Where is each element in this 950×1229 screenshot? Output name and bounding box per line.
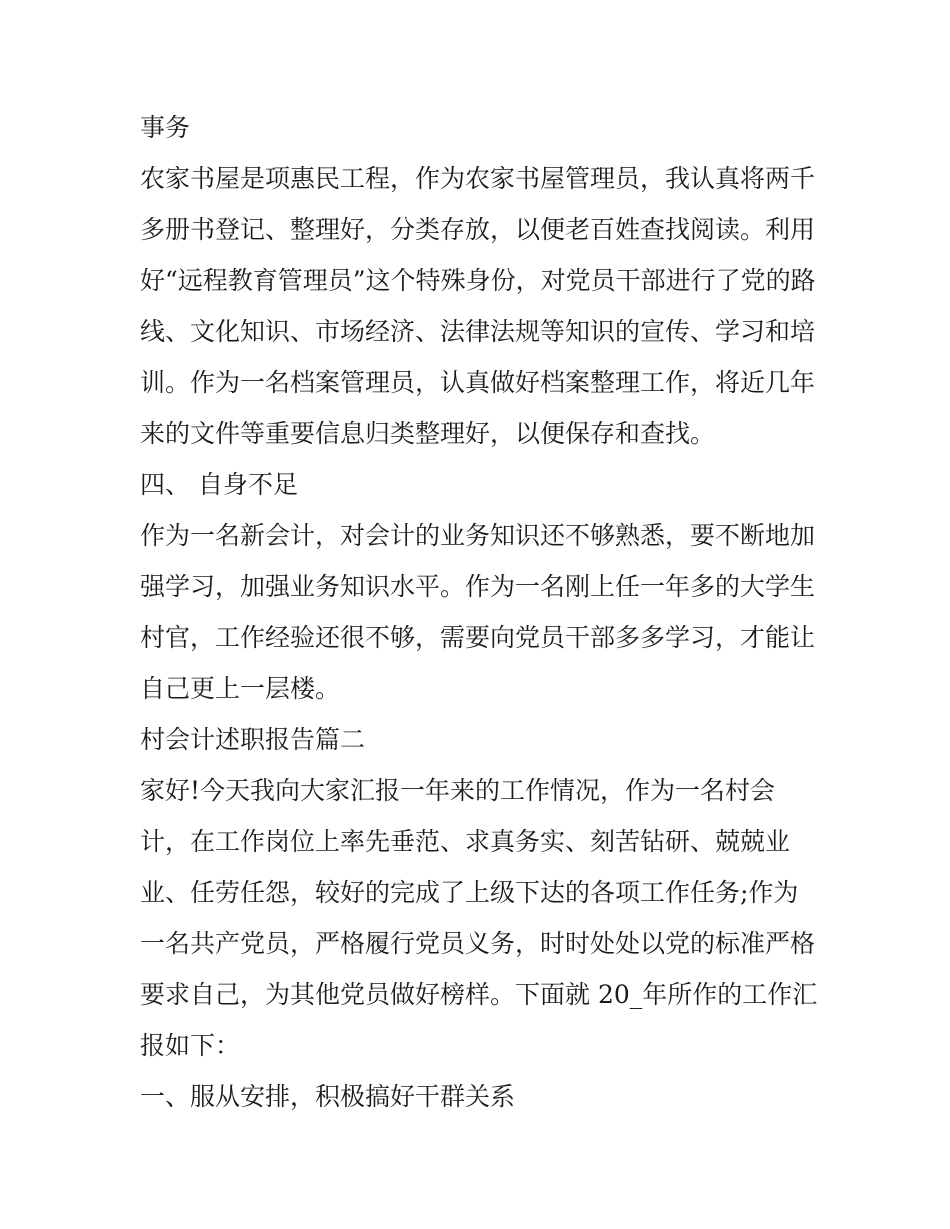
text-line: 报如下： xyxy=(140,1031,241,1060)
section-heading: 一、服从安排，积极搞好干群关系 xyxy=(140,1082,516,1111)
text-line: 事务 xyxy=(140,113,191,142)
text-line: 线、文化知识、市场经济、法律法规等知识的宣传、学习和培 xyxy=(140,317,816,346)
text-line: 强学习，加强业务知识水平。作为一名刚上任一年多的大学生 xyxy=(140,572,816,601)
text-line: 自己更上一层楼。 xyxy=(140,674,341,703)
text-line: 好“远程教育管理员”这个特殊身份，对党员干部进行了党的路 xyxy=(140,266,816,295)
text-line: 训。作为一名档案管理员，认真做好档案整理工作，将近几年 xyxy=(140,368,816,397)
text-line: 来的文件等重要信息归类整理好，以便保存和查找。 xyxy=(140,419,716,448)
text-line: 一名共产党员，严格履行党员义务，时时处处以党的标准严格 xyxy=(140,929,816,958)
section-heading: 四、 自身不足 xyxy=(140,470,298,499)
text-line: 多册书登记、整理好，分类存放，以便老百姓查找阅读。利用 xyxy=(140,215,816,244)
report-title: 村会计述职报告篇二 xyxy=(140,725,366,754)
text-line: 要求自己，为其他党员做好榜样。下面就 20_年所作的工作汇 xyxy=(140,980,818,1009)
text-line: 作为一名新会计，对会计的业务知识还不够熟悉，要不断地加 xyxy=(140,521,816,550)
text-line: 计，在工作岗位上率先垂范、求真务实、刻苦钻研、兢兢业 xyxy=(140,827,791,856)
text-line: 业、任劳任怨，较好的完成了上级下达的各项工作任务;作为 xyxy=(140,878,799,907)
text-line: 村官，工作经验还很不够，需要向党员干部多多学习，才能让 xyxy=(140,623,816,652)
text-line: 家好!今天我向大家汇报一年来的工作情况，作为一名村会 xyxy=(140,776,776,805)
text-line: 农家书屋是项惠民工程，作为农家书屋管理员，我认真将两千 xyxy=(140,164,816,193)
